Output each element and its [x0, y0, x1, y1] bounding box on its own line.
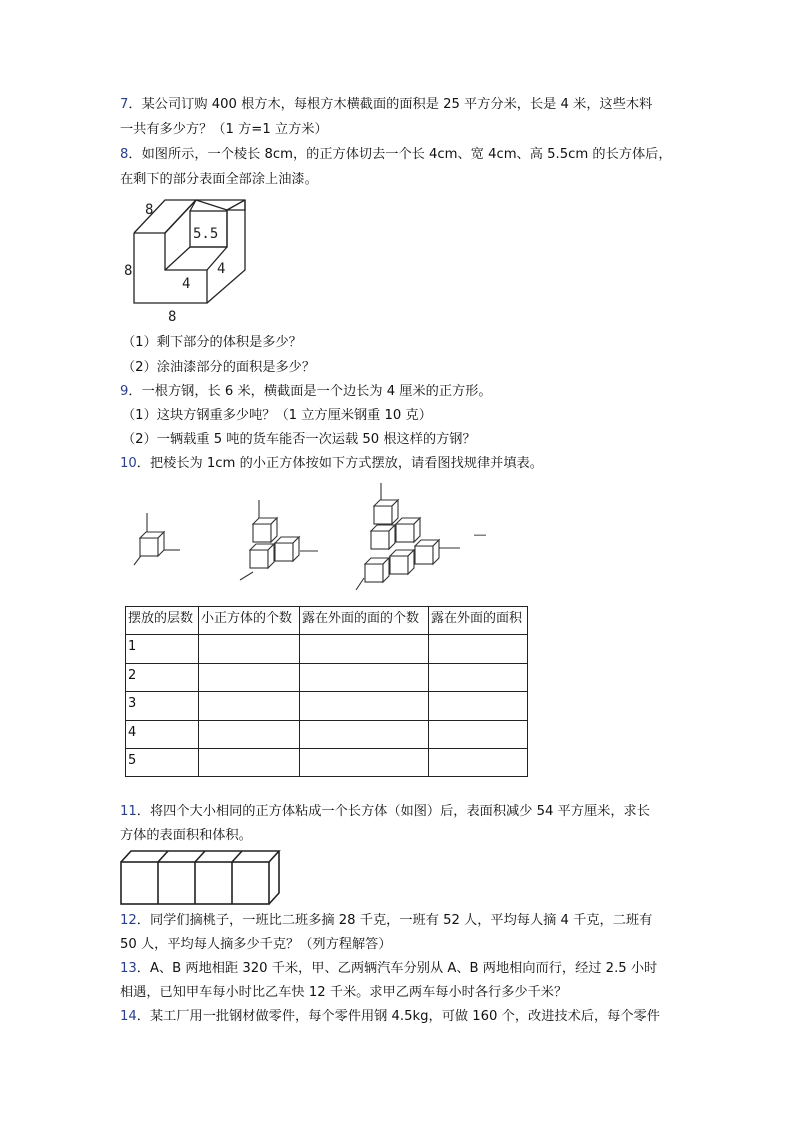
table-header-cell: 摆放的层数 [126, 607, 199, 635]
label-left-8: 8 [124, 263, 133, 279]
question-number: 12 [120, 913, 137, 928]
question-8-line-2: 在剩下的部分表面全部涂上油漆。 [120, 172, 318, 187]
table-header-row [126, 607, 528, 635]
question-text: ．某工厂用一批钢材做零件，每个零件用钢 4.5kg，可做 160 个，改进技术后，每个零件 [136, 1009, 660, 1024]
question-9-sub-2: （2）一辆载重 5 吨的货车能否一次运载 50 根这样的方钢？ [122, 432, 476, 447]
blank-cell[interactable] [199, 635, 300, 663]
question-number: 14 [120, 1009, 137, 1024]
table-row [126, 720, 528, 748]
blank-cell[interactable] [429, 692, 528, 720]
label-inner-width-4: 4 [182, 276, 191, 292]
question-11-line-2: 方体的表面积和体积。 [120, 828, 252, 843]
question-9-line-1 [120, 383, 492, 401]
blank-cell[interactable] [429, 748, 528, 776]
question-8-sub-1: （1）剩下部分的体积是多少？ [122, 335, 302, 350]
question-14-line-1 [120, 1008, 660, 1026]
blank-cell[interactable] [300, 692, 429, 720]
layer-count-cell: 1 [126, 635, 199, 663]
layer-count-cell: 4 [126, 720, 199, 748]
question-12-line-1 [120, 912, 652, 930]
question-8-line-1 [120, 146, 672, 164]
question-9-sub-1: （1）这块方钢重多少吨？（1 立方厘米钢重 10 克） [122, 408, 432, 423]
table-row [126, 635, 528, 663]
blank-cell[interactable] [199, 748, 300, 776]
question-text: ．把棱长为 1cm 的小正方体按如下方式摆放，请看图找规律并填表。 [136, 456, 543, 471]
question-7-line-1 [120, 96, 652, 114]
blank-cell[interactable] [199, 663, 300, 691]
layer-count-cell: 2 [126, 663, 199, 691]
table-row [126, 748, 528, 776]
question-text: ．将四个大小相同的正方体粘成一个长方体（如图）后，表面积减少 54 平方厘米，求长 [136, 804, 650, 819]
table-row [126, 692, 528, 720]
question-number: 11 [120, 804, 137, 819]
label-right-depth-4: 4 [217, 261, 226, 277]
question-text: ．某公司订购 400 根方木，每根方木横截面的面积是 25 平方分米，长是 4 米，这些木料 [128, 97, 653, 112]
ellipsis-dots: …… [474, 528, 487, 539]
layer-count-cell: 5 [126, 748, 199, 776]
question-number: 8 [120, 147, 129, 162]
question-text: ．同学们摘桃子，一班比二班多摘 28 千克，一班有 52 人，平均每人摘 4 千克，二班有 [136, 913, 653, 928]
question-7-line-2: 一共有多少方？（1 方=1 立方米） [120, 122, 328, 137]
blank-cell[interactable] [199, 692, 300, 720]
table-header-cell: 小正方体的个数 [199, 607, 300, 635]
blank-cell[interactable] [300, 663, 429, 691]
label-cut-height: 5.5 [193, 226, 219, 242]
question-number: 10 [120, 456, 137, 471]
table-header-cell: 露在外面的面的个数 [300, 607, 429, 635]
question-13-line-2: 相遇，已知甲车每小时比乙车快 12 千米。求甲乙两车每小时各行多少千米？ [120, 985, 568, 1000]
pattern-table [125, 606, 528, 777]
question-number: 7 [120, 97, 129, 112]
blank-cell[interactable] [429, 663, 528, 691]
blank-cell[interactable] [300, 720, 429, 748]
blank-cell[interactable] [199, 720, 300, 748]
layer-count-cell: 3 [126, 692, 199, 720]
question-text: ．A、B 两地相距 320 千米，甲、乙两辆汽车分别从 A、B 两地相向而行，经过 2.5 小时 [136, 961, 658, 976]
cut-cube-figure [118, 194, 258, 324]
cube-stacks-figure [120, 478, 520, 598]
question-text: ．一根方钢，长 6 米，横截面是一个边长为 4 厘米的正方形。 [128, 384, 492, 399]
question-number: 9 [120, 384, 129, 399]
four-cube-cuboid-figure [118, 848, 282, 908]
question-10-line-1 [120, 455, 543, 473]
blank-cell[interactable] [300, 635, 429, 663]
table-header-cell: 露在外面的面积 [429, 607, 528, 635]
question-text: ．如图所示，一个棱长 8cm，的正方体切去一个长 4cm、宽 4cm、高 5.5cm 的长方体后， [128, 147, 672, 162]
question-8-sub-2: （2）涂油漆部分的面积是多少？ [122, 360, 316, 375]
blank-cell[interactable] [429, 720, 528, 748]
label-bottom-8: 8 [168, 309, 177, 324]
blank-cell[interactable] [300, 748, 429, 776]
table-row [126, 663, 528, 691]
question-11-line-1 [120, 803, 650, 821]
label-top-8: 8 [145, 202, 154, 218]
question-13-line-1 [120, 960, 657, 978]
blank-cell[interactable] [429, 635, 528, 663]
question-12-line-2: 50 人，平均每人摘多少千克？（列方程解答） [120, 937, 392, 952]
question-number: 13 [120, 961, 137, 976]
